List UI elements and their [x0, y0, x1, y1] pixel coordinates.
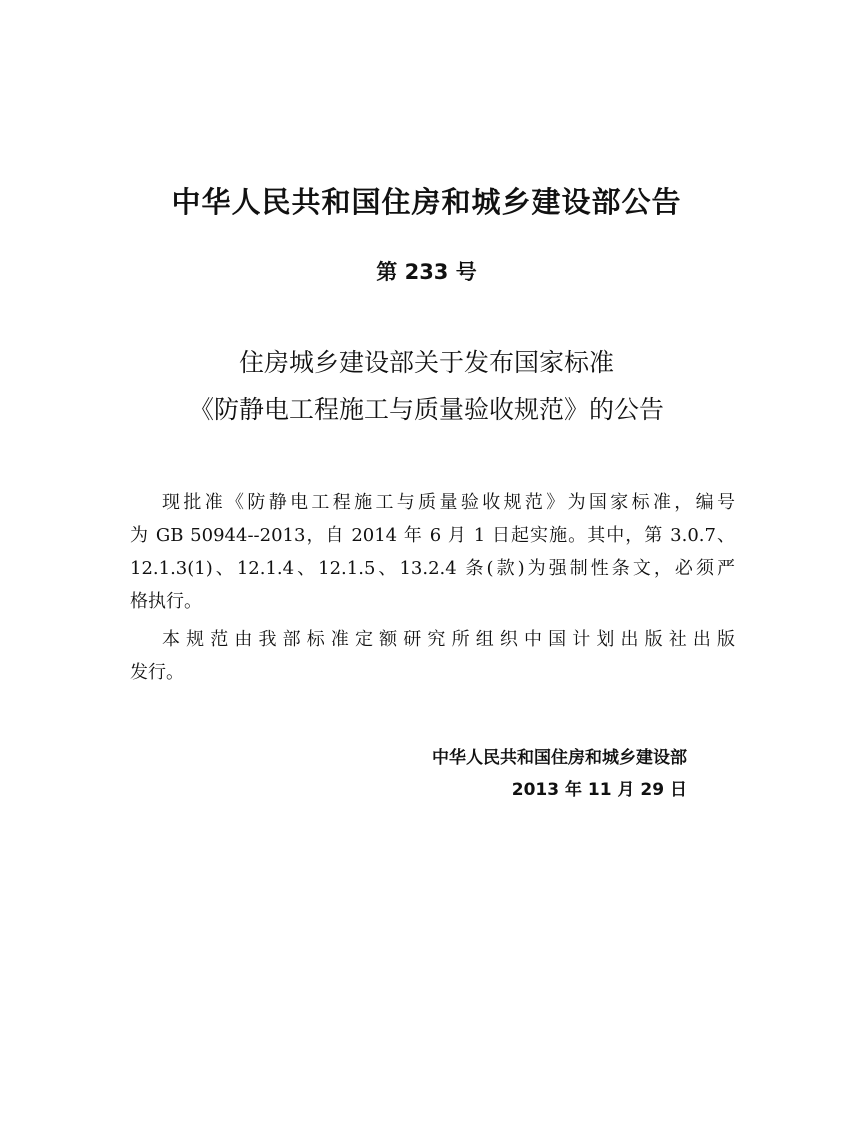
subtitle-line-1: 住房城乡建设部关于发布国家标准	[238, 348, 614, 377]
body-line: 为 GB 50944--2013，自 2014 年 6 月 1 日起实施。其中，第 3.0.7、	[130, 525, 735, 546]
body-line: 本规范由我部标准定额研究所组织中国计划出版社出版	[162, 629, 735, 650]
body-line: 现批准《防静电工程施工与质量验收规范》为国家标准，编号	[162, 492, 735, 513]
signature-date: 2013 年 11 月 29 日	[511, 780, 687, 800]
announcement-number: 第 233 号	[376, 260, 477, 284]
body-line: 12.1.3(1)、12.1.4、12.1.5、13.2.4 条(款)为强制性条文，必须严	[130, 558, 735, 579]
signature-organization: 中华人民共和国住房和城乡建设部	[432, 748, 687, 768]
subtitle-line-2: 《防静电工程施工与质量验收规范》的公告	[188, 395, 664, 424]
body-line: 发行。	[130, 662, 184, 683]
announcement-title: 中华人民共和国住房和城乡建设部公告	[171, 185, 682, 219]
body-line: 格执行。	[130, 591, 202, 612]
